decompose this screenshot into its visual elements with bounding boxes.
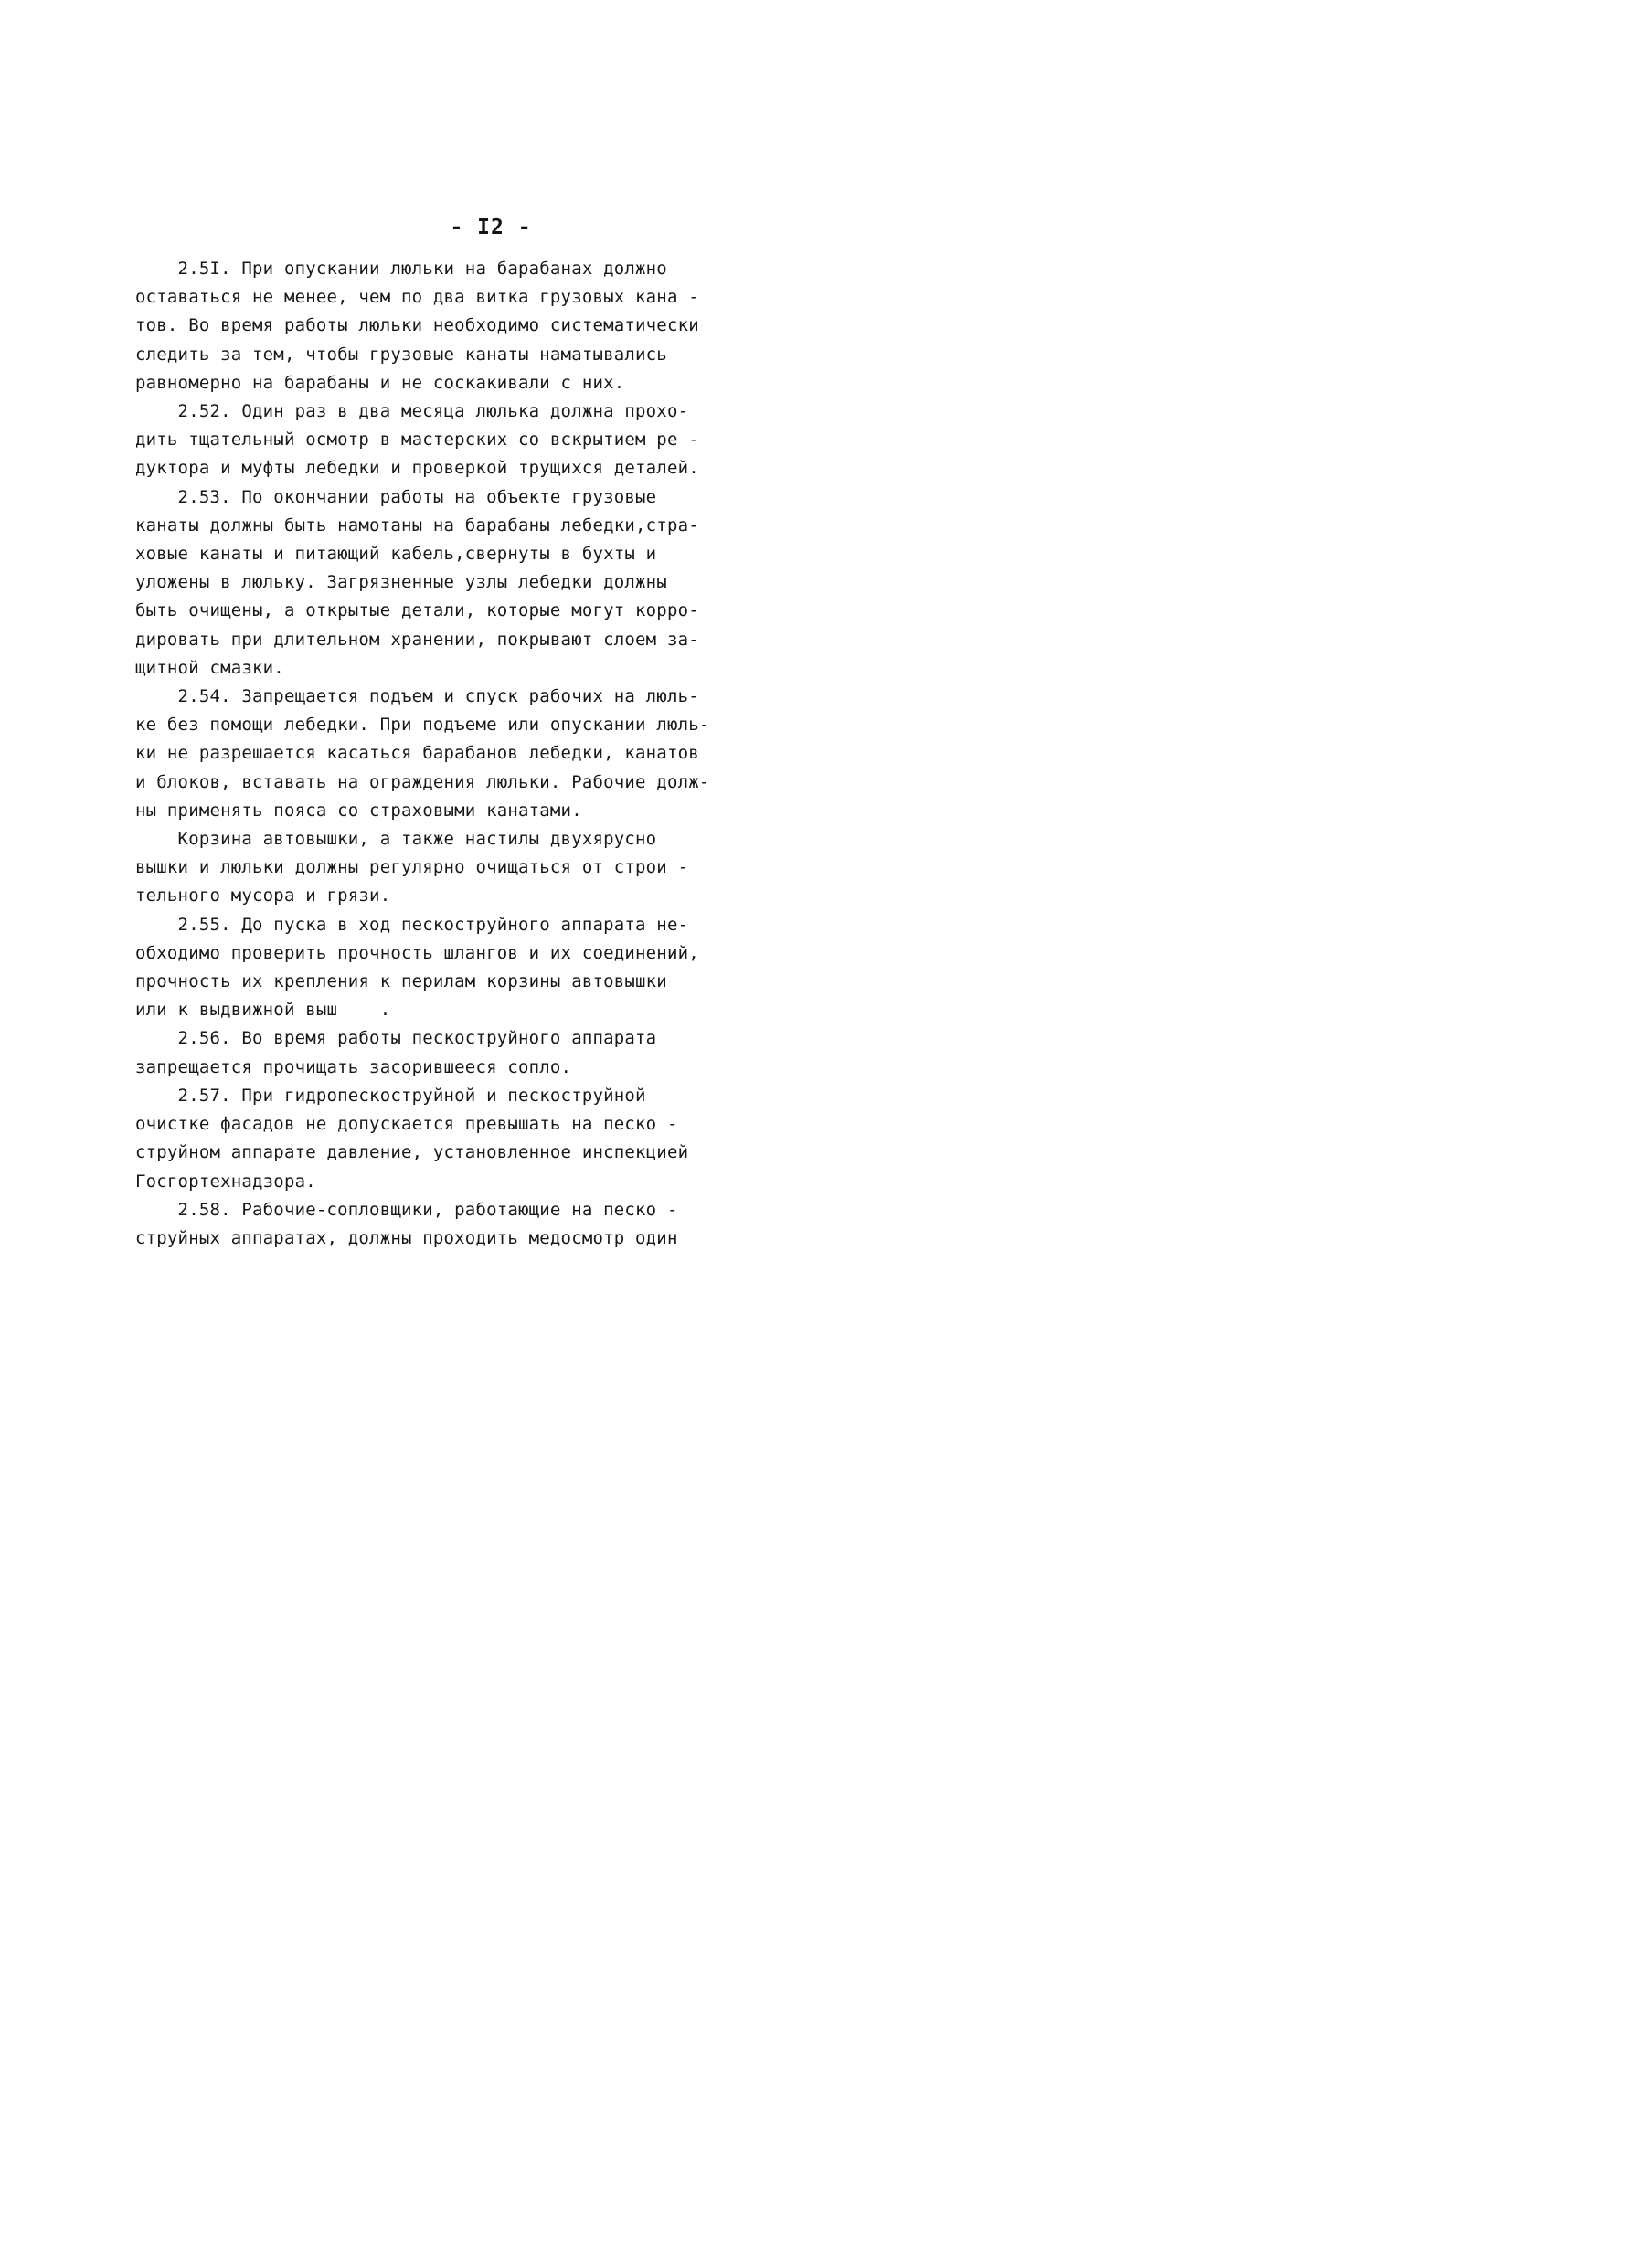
body-text: 2.5I. При опускании люльки на барабанах должно оставаться не менее, чем по два витка грузовых кана - тов. Во время работы люльки необходимо систематически следить за тем, чтобы грузовые канаты наматывались равномерно на барабаны и не соскакивали с них. 2.52. Один раз в два месяца люлька должна прохо- дить тщательный осмотр в мастерских со вскрытием ре - дуктора и муфты лебедки и проверкой трущихся деталей. 2.53. По окончании работы на объекте грузовые канаты должны быть намотаны на барабаны лебедки,стра- ховые канаты и питающий кабель,свернуты в бухты и уложены в люльку. Загрязненные узлы лебедки должны быть очищены, а открытые детали, которые могут корро- дировать при длительном хранении, покрывают слоем за- щитной смазки. 2.54. Запрещается подъем и спуск рабочих на люль- ке без помощи лебедки. При подъеме или опускании люль- ки не разрешается касаться барабанов лебедки, канатов и блоков, вставать на ограждения люльки. Рабочие долж- ны применять пояса со страховыми канатами. Корзина автовышки, а также настилы двухярусно вышки и люльки должны регулярно очищаться от строи - тельного мусора и грязи. 2.55. До пуска в ход пескоструйного аппарата не- обходимо проверить прочность шлангов и их соединений, прочность их крепления к перилам корзины автовышки или к выдвижной выш . 2.56. Во время работы пескоструйного аппарата запрещается прочищать засорившееся сопло. 2.57. При гидропескоструйной и пескоструйной очистке фасадов не допускается превышать на песко - струйном аппарате давление, установленное инспекцией Госгортехнадзора. 2.58. Рабочие-сопловщики, работающие на песко - струйных аппаратах, должны проходить медосмотр один [135,259,710,1248]
page-number: - I2 - [450,216,532,239]
document-page [0,0,1040,1452]
